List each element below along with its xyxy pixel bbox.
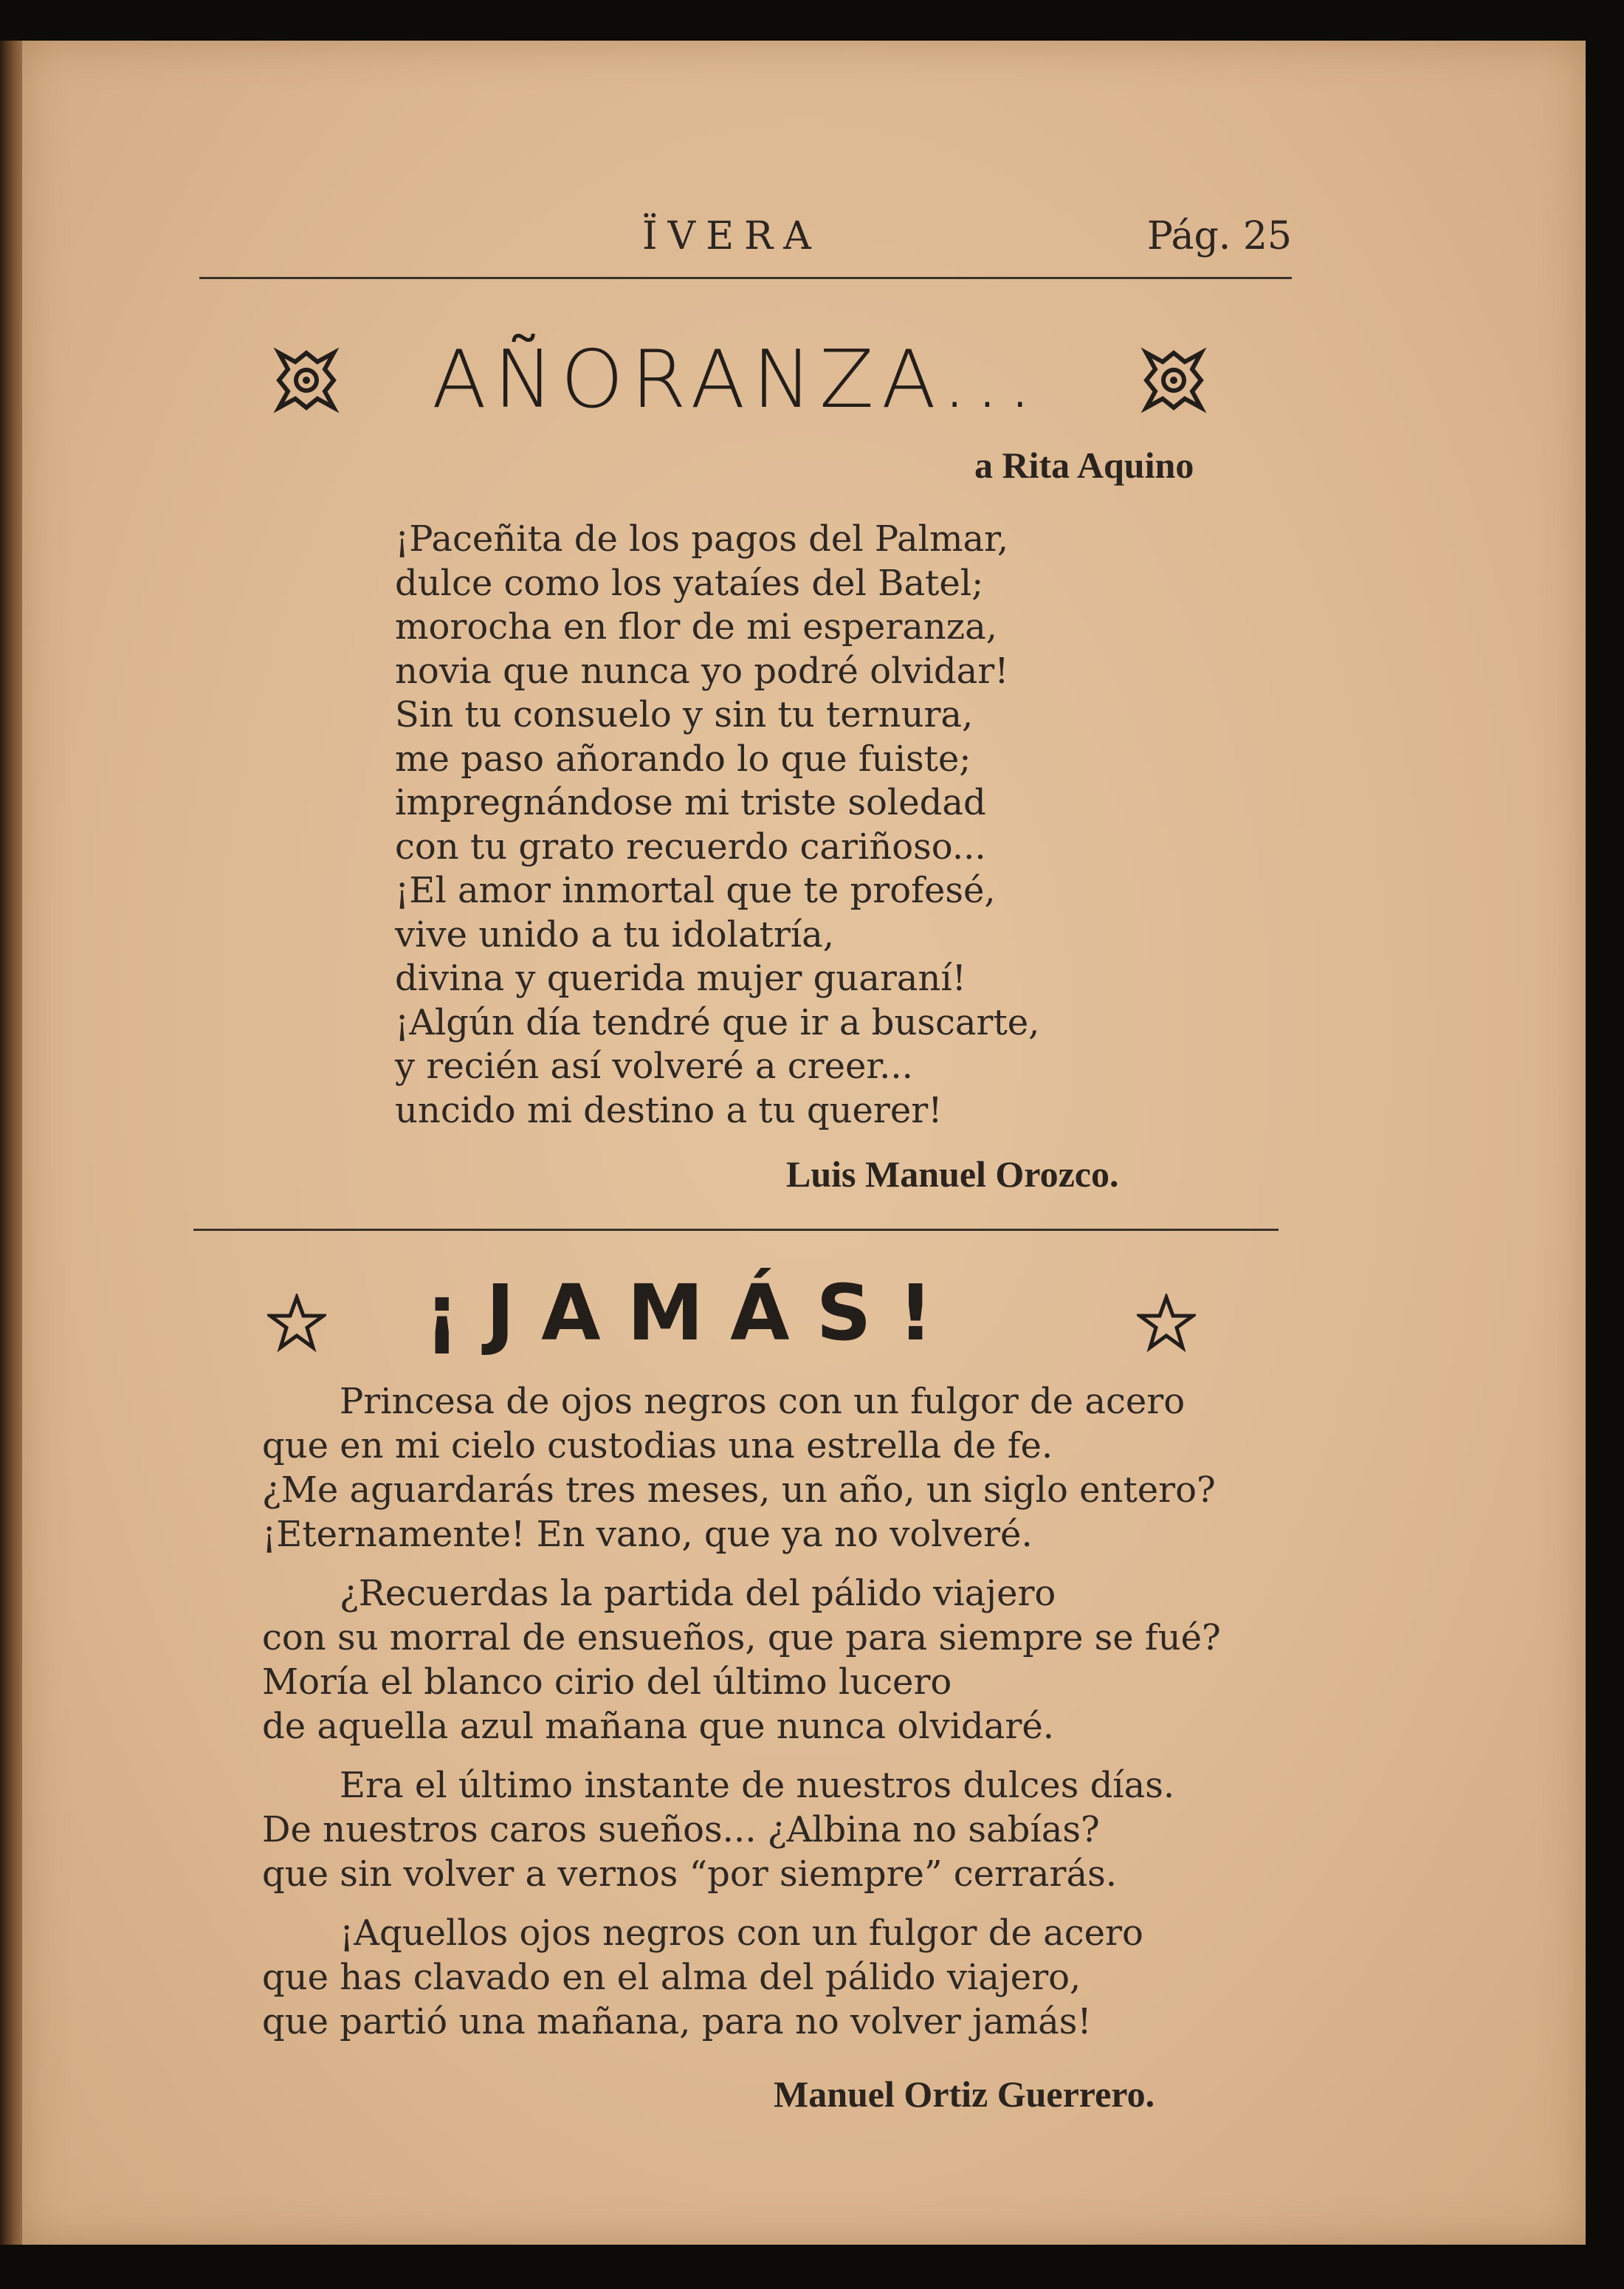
poem1-dedication: a Rita Aquino (974, 445, 1194, 486)
poem2-line: con su morral de ensueños, que para siempre se fué? (262, 1617, 1221, 1658)
page-number: Pág. 25 (1146, 214, 1292, 258)
poem1-line: me paso añorando lo que fuiste; (395, 738, 971, 780)
magazine-title: ÏVERA (642, 214, 822, 258)
poem1-line: ¡Paceñita de los pagos del Palmar, (395, 518, 1009, 560)
poem2-line: ¡Aquellos ojos negros con un fulgor de acero (340, 1912, 1143, 1954)
poem2-line: Era el último instante de nuestros dulces días. (340, 1765, 1175, 1806)
poem2-line: ¡Eternamente! En vano, que ya no volveré. (262, 1514, 1033, 1555)
poem2-title: ¡JAMÁS! (424, 1268, 960, 1358)
poem2-line: de aquella azul mañana que nunca olvidaré. (262, 1706, 1054, 1747)
poem2-line: que has clavado en el alma del pálido viajero, (262, 1957, 1081, 1998)
poem1-line: con tu grato recuerdo cariñoso... (395, 826, 986, 868)
poem2-line: que sin volver a vernos “por siempre” cerrarás. (262, 1853, 1117, 1895)
poem2-author: Manuel Ortiz Guerrero. (774, 2073, 1155, 2115)
poem1-line: morocha en flor de mi esperanza, (395, 606, 997, 648)
poem2-line: Moría el blanco cirio del último lucero (262, 1661, 952, 1703)
poem1-line: ¡Algún día tendré que ir a buscarte, (395, 1001, 1040, 1043)
poem2-line: ¿Me aguardarás tres meses, un año, un siglo entero? (262, 1469, 1216, 1511)
star-right-icon (1137, 1294, 1196, 1353)
poem2-line: Princesa de ojos negros con un fulgor de acero (340, 1381, 1186, 1422)
poem1-line: novia que nunca yo podré olvidar! (395, 650, 1009, 692)
poem1-line: dulce como los yataíes del Batel; (395, 562, 984, 604)
poem1-title: AÑORANZA... (432, 334, 1040, 426)
section-divider (193, 1229, 1279, 1231)
poem1-line: vive unido a tu idolatría, (395, 913, 835, 955)
poem1-line: uncido mi destino a tu querer! (395, 1089, 943, 1131)
ornament-right-icon (1140, 347, 1207, 413)
poem2-line: que en mi cielo custodias una estrella de fe. (262, 1425, 1053, 1466)
poem1-line: divina y querida mujer guaraní! (395, 958, 966, 999)
poem1-line: impregnándose mi triste soledad (395, 782, 986, 823)
poem1-line: y recién así volveré a creer... (395, 1046, 913, 1087)
header-rule (199, 277, 1292, 279)
poem1-line: ¡El amor inmortal que te profesé, (395, 870, 996, 911)
ornament-left-icon (273, 347, 340, 413)
poem1-author: Luis Manuel Orozco. (786, 1153, 1119, 1195)
star-left-icon (267, 1294, 326, 1353)
poem2-line: que partió una mañana, para no volver jamás! (262, 2001, 1092, 2042)
poem2-line: De nuestros caros sueños... ¿Albina no sabías? (262, 1809, 1100, 1850)
poem1-line: Sin tu consuelo y sin tu ternura, (395, 694, 974, 735)
poem2-line: ¿Recuerdas la partida del pálido viajero (340, 1573, 1056, 1614)
page-header (199, 214, 1292, 266)
